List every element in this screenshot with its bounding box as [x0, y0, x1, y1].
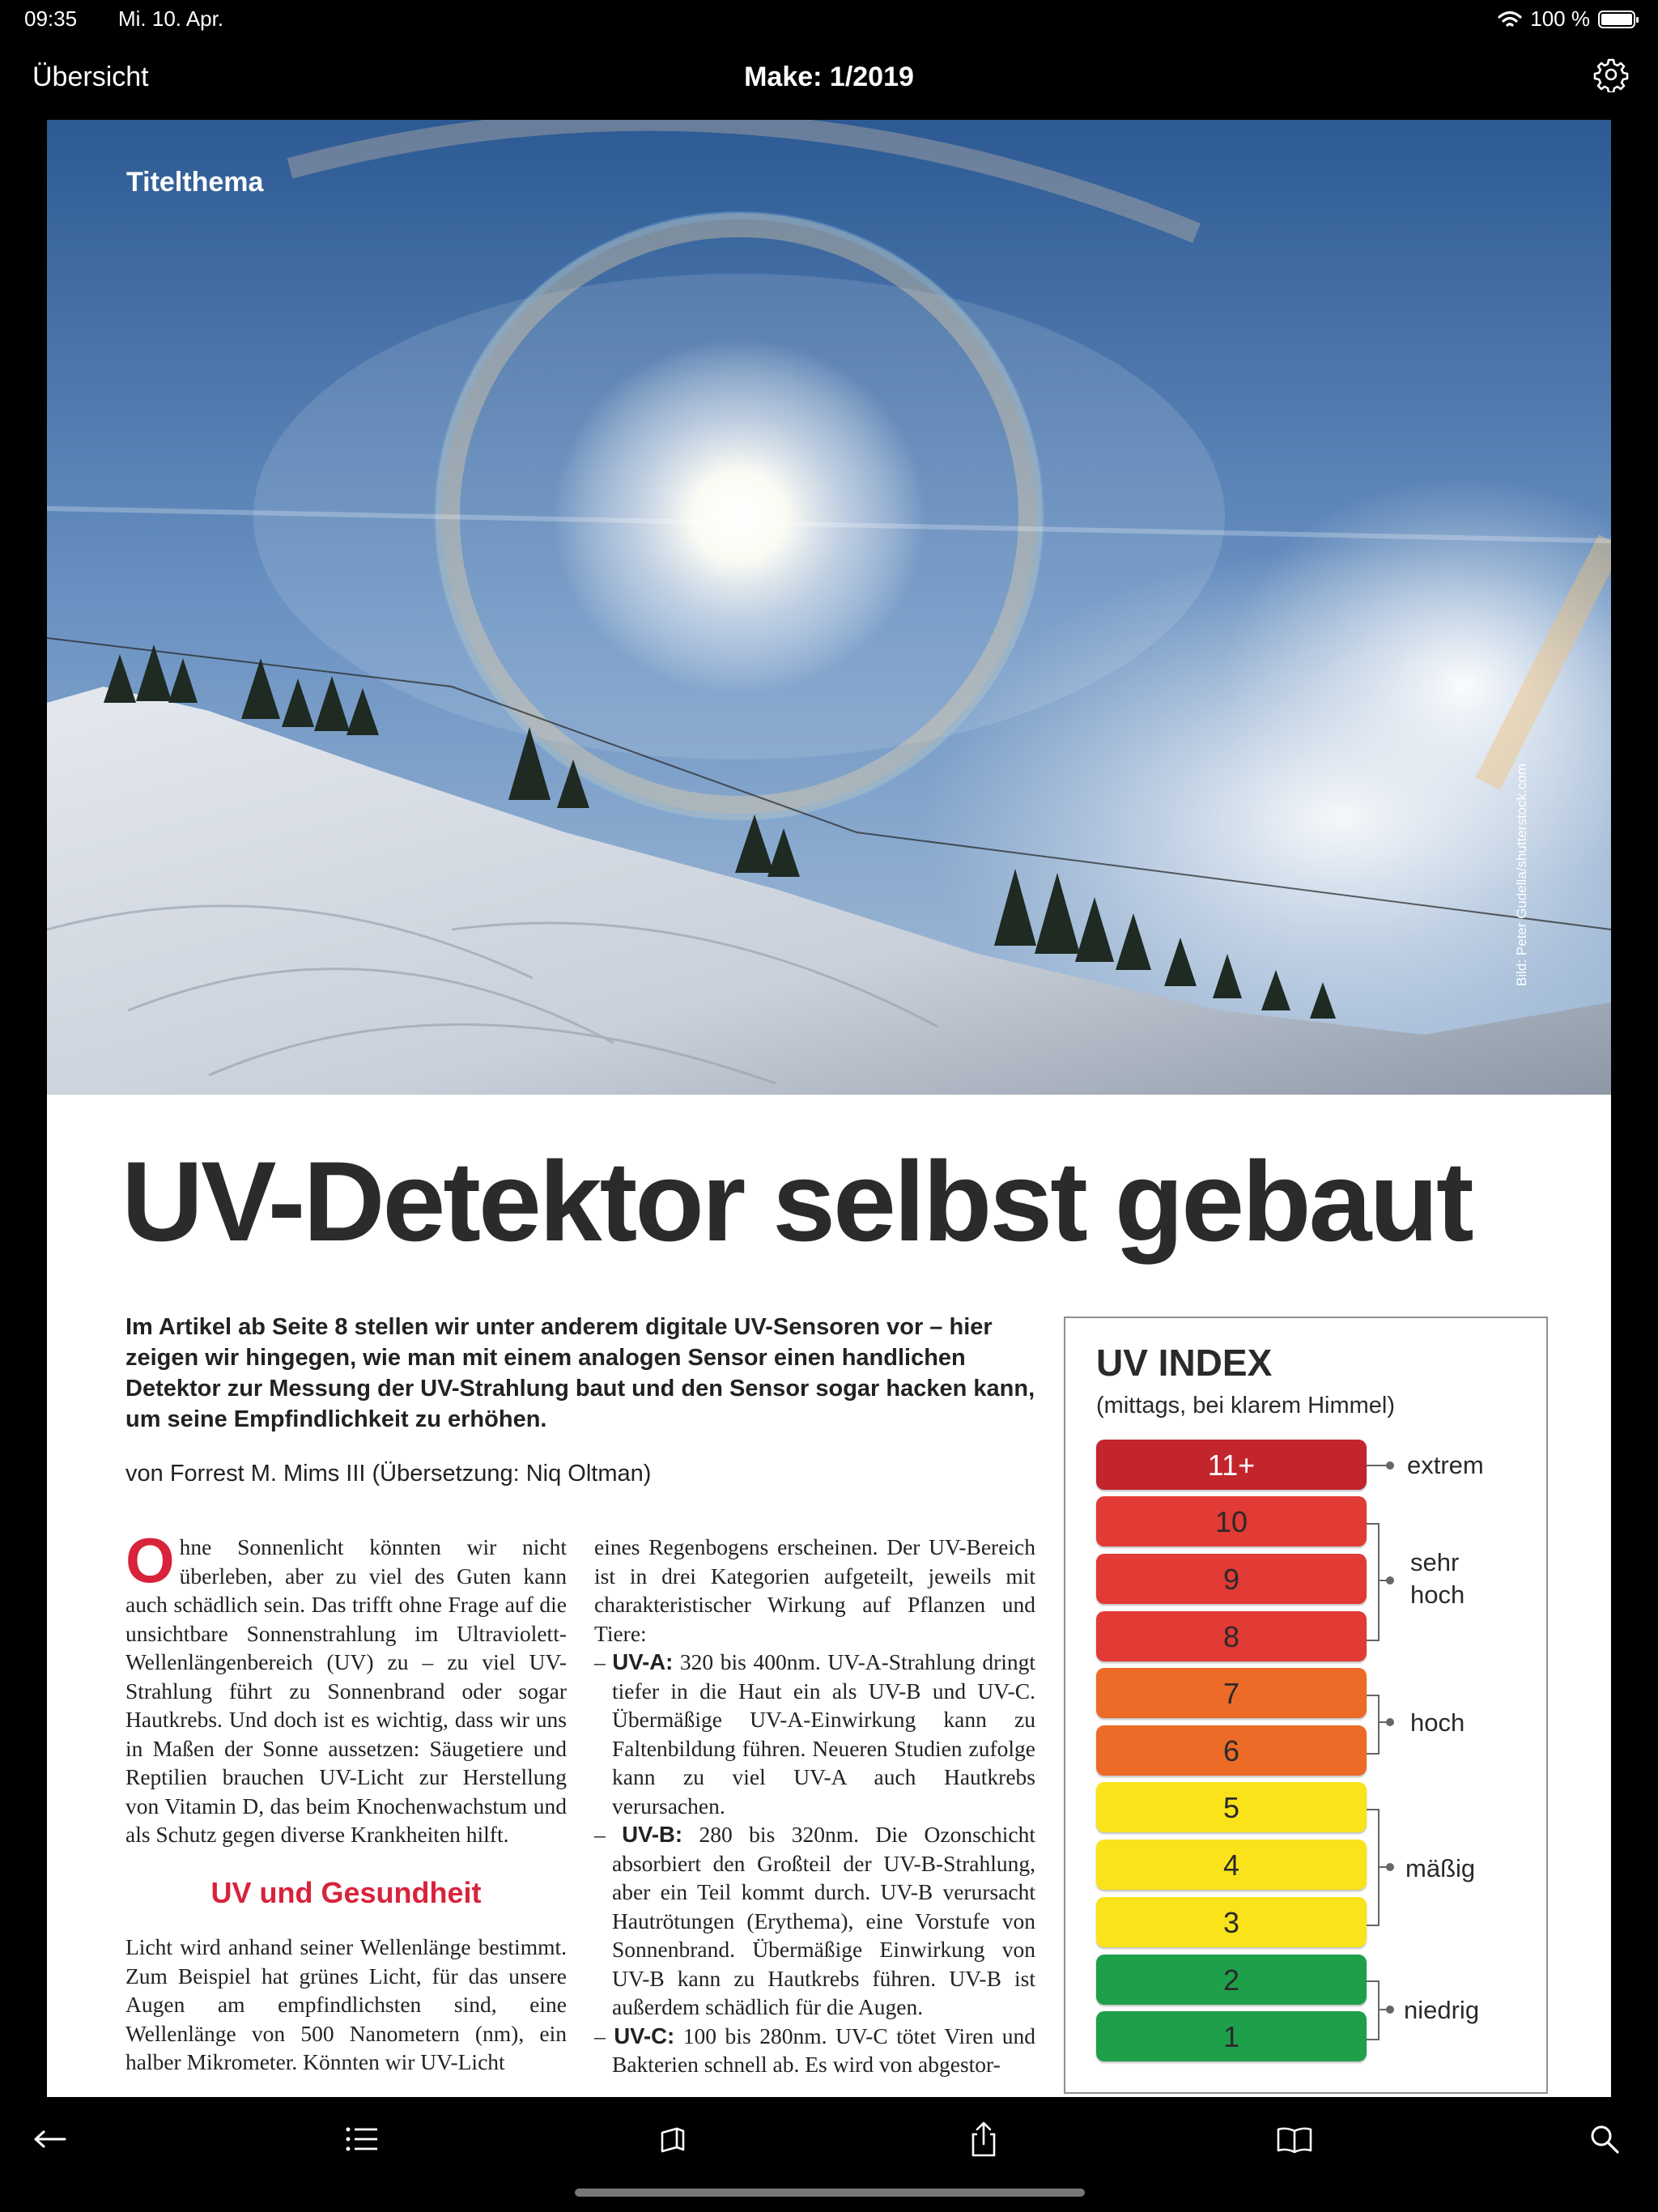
body-paragraph: eines Regenbogens erscheinen. Der UV-Bereich ist in drei Kategorien aufgeteilt, jeweils mit charakteristischer Wirkung auf Pflanzen und Tiere:: [594, 1534, 1035, 1646]
label-sehr: sehr: [1410, 1548, 1460, 1576]
uv-level-bar: 9: [1096, 1554, 1367, 1604]
uv-level-bar: 2: [1096, 1955, 1367, 2005]
list-item-text: 320 bis 400nm. UV-A-Strahlung dringt tiefer in die Haut ein als UV-B und UV-C. Übermäßige UV-A-Einwirkung kann zu Faltenbildung führen. Neueren Studien zufolge kann zu viel UV-A auch Hautkrebs verursachen.: [612, 1649, 1036, 1819]
list-icon[interactable]: [342, 2121, 382, 2157]
connector-dot: [1386, 2006, 1394, 2014]
column-1: [125, 1525, 567, 2077]
share-icon[interactable]: [963, 2121, 1004, 2157]
battery-percent: 100 %: [1530, 6, 1590, 31]
uv-level-bar: 6: [1096, 1725, 1367, 1776]
uv-index-infobox: [1064, 1317, 1548, 2094]
battery-icon: [1598, 11, 1635, 28]
uv-index-title: UV INDEX: [1096, 1342, 1273, 1384]
body-paragraph: [125, 1525, 567, 1849]
status-right: [1498, 6, 1635, 32]
dropcap: O: [125, 1525, 175, 1596]
book-icon[interactable]: [1274, 2121, 1315, 2157]
list-item-text: 280 bis 320nm. Die Ozonschicht absorbiert den Großteil der UV-B-Strahlung, aber ein Teil kommt durch. UV-B verursacht Hautrötungen (Erythema), eine Vorstufe von Sonnenbrand. Übermäßige Einwirkung von UV-B kann zu Hautkrebs führen. UV-B ist außerdem schädlich für die Augen.: [612, 1822, 1036, 2019]
label-extrem: extrem: [1407, 1451, 1484, 1479]
magazine-page: [47, 120, 1611, 2097]
issue-title: Make: 1/2019: [744, 62, 914, 92]
bracket-hoch: [1367, 1695, 1380, 1755]
back-arrow-icon[interactable]: [29, 2121, 70, 2157]
settings-gear-icon[interactable]: [1593, 57, 1629, 92]
connector-dot: [1386, 1576, 1394, 1585]
uv-level-bar: 1: [1096, 2011, 1367, 2061]
wifi-icon: [1498, 10, 1522, 29]
body-paragraph: Licht wird anhand seiner Wellenlänge bestimmt. Zum Beispiel hat grünes Licht, für das unsere Augen am empfindlichsten sind, eine Wellenlänge von 500 Nanometern (nm), ein halber Mikrometer. Könnten wir UV-Licht: [125, 1934, 567, 2074]
uv-category-list: [594, 1648, 1035, 2079]
hero-photo: [47, 120, 1611, 1095]
subheading: UV und Gesundheit: [210, 1875, 482, 1909]
list-item-text: 100 bis 280nm. UV-C tötet Viren und Bakterien schnell ab. Es wird von abgestor-: [612, 2023, 1035, 2077]
list-item-label: UV-A:: [612, 1649, 674, 1674]
list-item-label: UV-B:: [622, 1822, 683, 1847]
list-item: – UV-A: 320 bis 400nm. UV-A-Strahlung dringt tiefer in die Haut ein als UV-B und UV-C. Übermäßige UV-A-Einwirkung kann zu Faltenbildung führen. Neueren Studien zufolge kann zu viel UV-A auch Hautkrebs verursachen.: [594, 1649, 1036, 1819]
uv-level-bar: 3: [1096, 1897, 1367, 1947]
photo-credit: Bild: Peter Gudella/shutterstock.com: [1514, 764, 1529, 986]
connector-dot: [1386, 1718, 1394, 1726]
nav-bar: [0, 39, 1658, 120]
bracket-niedrig: [1367, 1980, 1380, 2040]
status-bar: [0, 0, 1658, 39]
uv-level-bar: 4: [1096, 1840, 1367, 1890]
home-indicator[interactable]: [575, 2189, 1085, 2197]
paragraph-text: hne Sonnenlicht könnten wir nicht überleben, aber zu viel des Guten kann auch schädlich sein. Das trifft ohne Frage auf die unsichtbare Sonnenstrahlung im Ultraviolett-Wellenlängenbereich (UV) zu – zu viel UV-Strahlung führt zu Sonnenbrand oder sogar Hautkrebs. Und doch ist es wichtig, dass wir uns in Maßen der Sonne aussetzen: Säugetiere und Reptilien brauchen UV-Licht zur Herstellung von Vitamin D, das beim Knochenwachstum und als Schutz gegen diverse Krankheiten hilft.: [125, 1534, 567, 1847]
kicker: Titelthema: [126, 167, 264, 198]
column-2: [594, 1533, 1035, 2079]
label-hoch: hoch: [1410, 1708, 1465, 1737]
label-niedrig: niedrig: [1404, 1996, 1480, 2024]
bracket-sehr-hoch: [1367, 1523, 1380, 1641]
uv-level-bar: 11+: [1096, 1440, 1367, 1490]
overview-button[interactable]: Übersicht: [32, 62, 149, 92]
pages-icon[interactable]: [653, 2121, 693, 2157]
connector-dot: [1386, 1863, 1394, 1871]
headline: UV-Detektor selbst gebaut: [121, 1138, 1472, 1265]
uv-index-subtitle: (mittags, bei klarem Himmel): [1096, 1393, 1395, 1419]
uv-level-bar: 8: [1096, 1611, 1367, 1661]
list-item: – UV-C: 100 bis 280nm. UV-C tötet Viren und Bakterien schnell ab. Es wird von abgestor-: [594, 2023, 1035, 2077]
intro-paragraph: Im Artikel ab Seite 8 stellen wir unter anderem digitale UV-Sensoren vor – hier zeigen wir hingegen, wie man mit einem analogen Sensor einen handlichen Detektor zur Messung der UV-Strahlung baut und den Sensor sogar hacken kann, um seine Empfindlichkeit zu erhöhen.: [125, 1314, 1035, 1432]
connector-dot: [1386, 1461, 1394, 1470]
bottom-toolbar: [0, 2097, 1658, 2181]
uv-level-bar: 10: [1096, 1496, 1367, 1546]
uv-level-bar: 7: [1096, 1668, 1367, 1718]
status-time: 09:35: [24, 6, 78, 31]
label-sehr-hoch: hoch: [1410, 1580, 1465, 1609]
list-item-label: UV-C:: [614, 2023, 675, 2048]
list-item: – UV-B: 280 bis 320nm. Die Ozonschicht absorbiert den Großteil der UV-B-Strahlung, aber ein Teil kommt durch. UV-B verursacht Hautrötungen (Erythema), eine Vorstufe von Sonnenbrand. Übermäßige Einwirkung von UV-B kann zu Hautkrebs führen. UV-B ist außerdem schädlich für die Augen.: [594, 1822, 1036, 2019]
byline: von Forrest M. Mims III (Übersetzung: Niq Oltman): [125, 1461, 652, 1487]
label-maessig: mäßig: [1405, 1854, 1476, 1882]
uv-level-bar: 5: [1096, 1782, 1367, 1832]
status-date: Mi. 10. Apr.: [118, 6, 224, 31]
search-icon[interactable]: [1585, 2121, 1626, 2157]
